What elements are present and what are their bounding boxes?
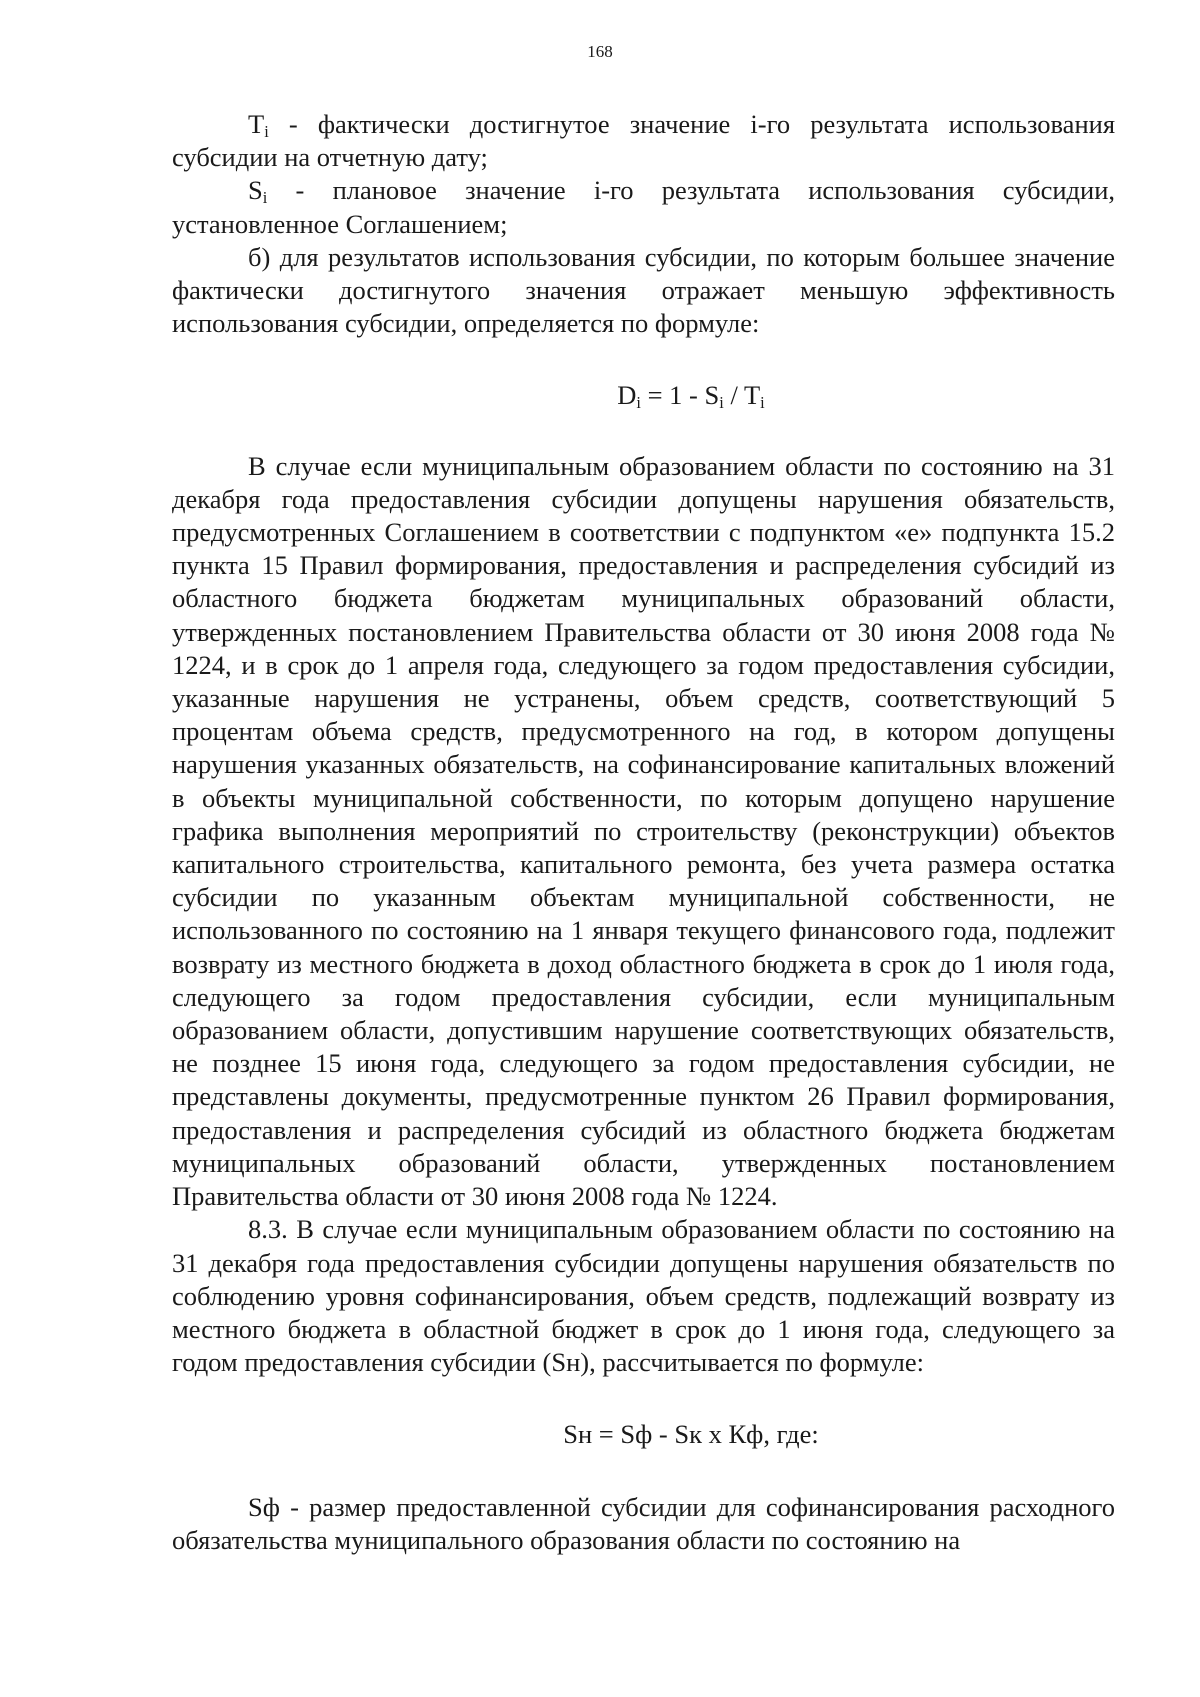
formula-d: D [617, 380, 637, 411]
subscript-i: i [264, 122, 269, 142]
definition-ti [172, 108, 1115, 174]
page-number: 168 [587, 42, 613, 61]
definition-sf: Sф - размер предоставленной субсидии для софинансирования расходного обязательства муниципального образования области по состоянию на [172, 1491, 1115, 1555]
document-body [172, 108, 1115, 1557]
clause-b: б) для результатов использования субсидии, по которым большее значение фактически достигнутого значения отражает меньшую эффективность использования субсидии, определяется по формуле: [172, 241, 1115, 339]
formula-t: T [743, 380, 761, 411]
definition-si [172, 174, 1115, 240]
symbol-t: T [248, 109, 265, 139]
formula-s: S [704, 380, 720, 411]
formula-op2: / [723, 380, 744, 411]
formula-sn: Sн = Sф - Sк х Кф, где: [563, 1419, 819, 1450]
definition-si-text: - плановое значение i-го результата использования субсидии, установленное Соглашением; [172, 175, 1116, 239]
subscript-i: i [262, 188, 268, 208]
clause-8-3: 8.3. В случае если муниципальным образованием области по состоянию на 31 декабря года предоставления субсидии допущены нарушения обязательств по соблюдению уровня софинансирования, объем средств, подлежащий возврату из местного бюджета в областной бюджет в срок до 1 июня года, следующего за годом предоставления субсидии (Sн), рассчитывается по формуле: [172, 1214, 1115, 1378]
formula-di [172, 379, 1115, 412]
formula-op1: = 1 - [640, 380, 705, 411]
formula-d-sub: i [636, 393, 641, 413]
violation-paragraph: В случае если муниципальным образованием области по состоянию на 31 декабря года предоставления субсидии допущены нарушения обязательств, предусмотренных Соглашением в соответствии с подпунктом «е» подпункта 15.2 пункта 15 Правил формирования, предоставления и распределения субсидий из областного бюджета бюджетам муниципальных образований области, утвержденных постановлением Правительства области от 30 июня 2008 года № 1224, и в срок до 1 апреля года, следующего за годом предоставления субсидии, указанные нарушения не устранены, объем средств, соответствующий 5 процентам объема средств, предусмотренного на год, в котором допущены нарушения указанных обязательств, на софинансирование капитальных вложений в объекты муниципальной собственности, по которым допущено нарушение графика выполнения мероприятий по строительству (реконструкции) объектов капитального строительства, капитального ремонта, без учета размера остатка субсидии по указанным объектам муниципальной собственности, не использованного по состоянию на 1 января текущего финансового года, подлежит возврату из местного бюджета в доход областного бюджета в срок до 1 июля года, следующего за годом предоставления субсидии, если муниципальным образованием области, допустившим нарушение соответствующих обязательств, не позднее 15 июня года, следующего за годом предоставления субсидии, не представлены документы, предусмотренные пунктом 26 Правил формирования, предоставления и распределения субсидий из областного бюджета бюджетам муниципальных образований области, утвержденных постановлением Правительства области от 30 июня 2008 года № 1224. [172, 450, 1115, 1212]
definition-ti-text: - фактически достигнутое значение i-го результата использования субсидии на отчетную дату; [172, 109, 1116, 173]
formula-s-sub: i [719, 393, 724, 413]
formula-t-sub: i [760, 393, 765, 413]
symbol-s: S [248, 175, 263, 206]
